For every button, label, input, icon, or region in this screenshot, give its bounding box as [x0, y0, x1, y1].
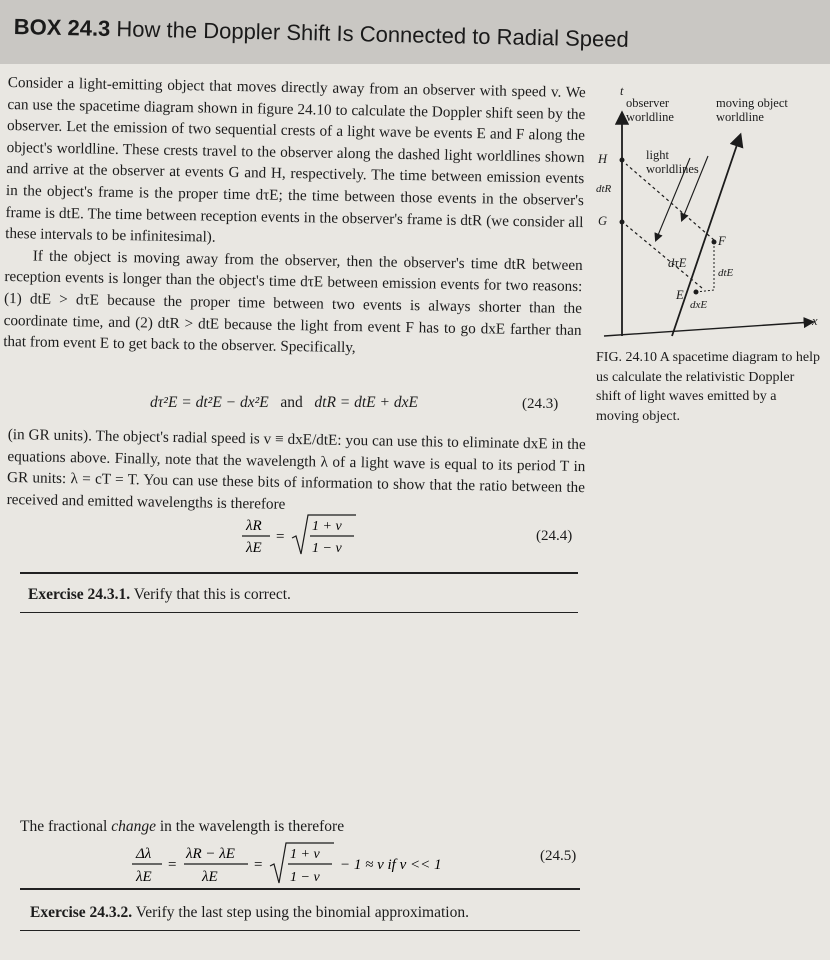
body-text	[3, 72, 586, 363]
exercise-1-text: Verify that this is correct.	[133, 586, 291, 603]
eq-24-4-rad-num: 1 + v	[312, 519, 342, 534]
event-h-label: H	[598, 152, 608, 166]
svg-text:=: =	[254, 857, 263, 873]
x-axis-label: x	[812, 314, 818, 328]
box-heading: How the Doppler Shift Is Connected to Radial Speed	[116, 16, 630, 52]
exercise-24-3-2	[30, 904, 469, 922]
exercise-1-label: Exercise 24.3.1.	[28, 586, 131, 603]
eq-24-3-left: dτ²E = dt²E − dx²E	[150, 394, 269, 411]
dt-r-label: dtR	[596, 183, 612, 195]
exercise-2-label: Exercise 24.3.2.	[30, 904, 133, 921]
spacetime-diagram	[590, 70, 830, 350]
object-worldline-label: moving object worldline	[716, 96, 788, 124]
eq-24-5-a-num: Δλ	[136, 846, 152, 862]
eq-24-5-a-den: λE	[136, 869, 152, 885]
d-tau-e-label: dτE	[668, 256, 687, 270]
paragraph-1: Consider a light-emitting object that moves directly away from an observer with speed v. We can use the spacetime diagram shown in figure 24.10 to calculate the Doppler shift seen by the observer. Let the emission of two sequential crests of a light wave be events E and F along the object's worldline. These crests travel to the observer along the dashed light worldlines shown and arrive at the observer at events G and H, respectively. The time between emission events in the object's frame is the proper time dτE; the time between those events in the observer's frame is dtE. The time between reception events in the observer's frame is dtR (we consider all these intervals to be infinitesimal).	[5, 73, 586, 246]
rule-3	[20, 888, 580, 890]
dt-e-label: dtE	[718, 267, 734, 279]
svg-text:=: =	[276, 529, 285, 545]
paragraph-4: The fractional change in the wavelength is therefore	[20, 818, 345, 835]
t-axis-label: t	[620, 84, 624, 98]
dx-e-guide	[696, 290, 714, 292]
event-g-label: G	[598, 214, 608, 228]
x-axis	[604, 322, 812, 336]
eq-24-5-rad-den: 1 − v	[290, 870, 320, 885]
equation-24-5	[128, 840, 488, 893]
event-f-label: F	[718, 234, 726, 248]
exercise-2-text: Verify the last step using the binomial approximation.	[135, 904, 469, 921]
exercise-24-3-1	[28, 586, 291, 604]
event-g-dot	[620, 220, 625, 225]
equation-24-3	[150, 394, 418, 412]
rule-1	[20, 572, 578, 574]
eq-24-5-b-num: λR − λE	[186, 846, 235, 862]
eq-24-3-joiner: and	[280, 394, 303, 411]
equation-24-4-graphic	[238, 512, 368, 558]
eq-24-4-lhs-den: λE	[246, 540, 262, 556]
box-label: BOX 24.3	[13, 14, 111, 42]
rule-4	[20, 930, 580, 931]
eq-24-5-rad-num: 1 + v	[290, 847, 320, 862]
equation-24-5-number: (24.5)	[540, 848, 577, 864]
eq-24-4-lhs-num: λR	[246, 518, 262, 534]
figure-caption: FIG. 24.10 A spacetime diagram to help us calculate the relativistic Doppler shift of light waves emitted by a moving object.	[596, 350, 820, 424]
eq-24-5-b-den: λE	[202, 869, 218, 885]
eq-24-5-tail: − 1 ≈ v if v << 1	[340, 857, 442, 873]
dx-e-label: dxE	[690, 299, 708, 311]
light-worldline-e	[626, 225, 702, 288]
event-e-label: E	[676, 288, 684, 302]
equation-24-4-number: (24.4)	[536, 528, 573, 544]
observer-worldline-label: observer worldline	[626, 96, 674, 124]
paragraph-3: (in GR units). The object's radial speed is v ≡ dxE/dtE: you can use this to eliminate dxE in the equations above. Finally, note that the wavelength λ of a light wave is equal to its period T in GR units: λ = cT = T. You can use these bits of information to show that the ratio between the received and emitted wavelengths is therefore	[6, 425, 586, 513]
paragraph-2: If the object is moving away from the observer, then the observer's time dtR between reception events is longer than the object's time dτE between emission events for two reasons: (1) dtE > dτE because the proper time between two events is always shorter than the coordinate time, and (2) dtR > dtE because the light from event F has to go dxE farther than that from event E to get back to the observer. Specifically,	[3, 247, 583, 357]
equation-24-5-graphic	[128, 840, 488, 888]
rule-2	[20, 612, 578, 613]
body-text-2	[6, 424, 585, 520]
eq-24-3-right: dtR = dtE + dxE	[314, 394, 418, 411]
event-h-dot	[620, 158, 625, 163]
eq-24-4-rad-den: 1 − v	[312, 541, 342, 556]
equation-24-4	[238, 512, 368, 563]
light-worldlines-label: light worldlines	[646, 148, 699, 176]
equation-24-3-number: (24.3)	[522, 396, 559, 412]
svg-text:=: =	[168, 857, 177, 873]
